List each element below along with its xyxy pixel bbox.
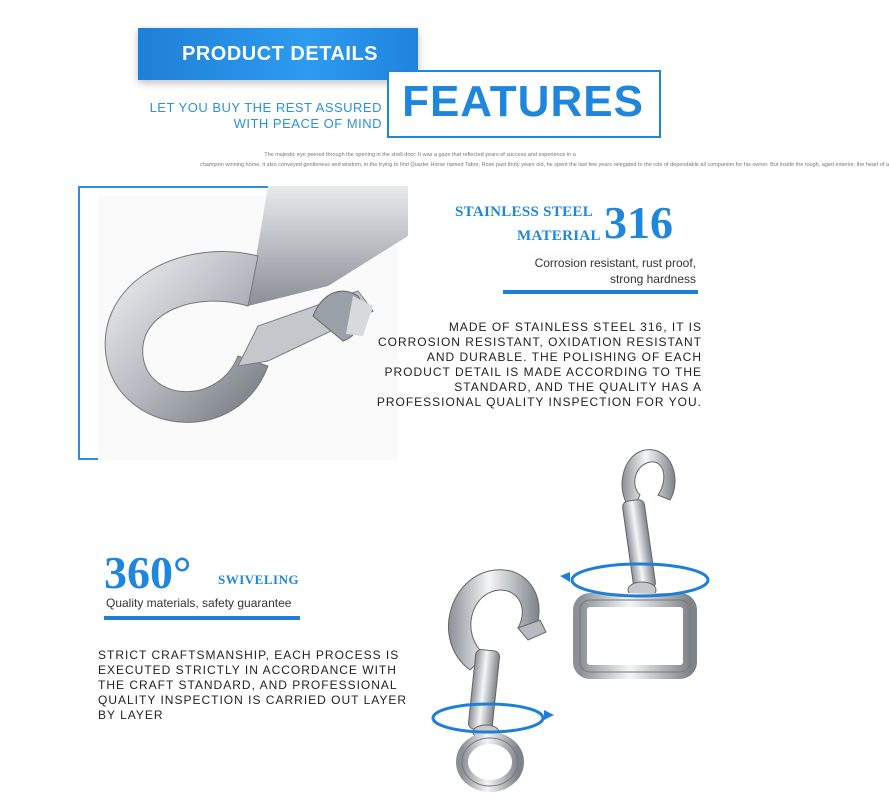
fine-print-line-1: The majestic eye peered through the opening in the shell door. It was a gaze that reflected years of success and experience in a xyxy=(264,152,576,158)
swivel-subtitle: Quality materials, safety guarantee xyxy=(106,596,292,610)
swivel-hooks-image xyxy=(420,440,740,790)
round-swivel-hook xyxy=(433,570,554,786)
stainless-paragraph: MADE OF STAINLESS STEEL 316, IT IS CORROSION RESISTANT, OXIDATION RESISTANT AND DURABLE. THE POLISHING OF EACH PRODUCT DETAIL IS MADE ACCORDING TO THE STANDARD, AND THE QUALITY HAS A PROFESSIONAL QUALITY INSPECTION FOR YOU. xyxy=(376,320,702,409)
tagline-line-2: WITH PEACE OF MIND xyxy=(233,116,382,131)
stainless-label-line-2: MATERIAL xyxy=(517,228,601,244)
swivel-label: SWIVELING xyxy=(218,572,300,587)
stainless-number: 316 xyxy=(604,197,673,248)
craftsmanship-paragraph: STRICT CRAFTSMANSHIP, EACH PROCESS IS EXECUTED STRICTLY IN ACCORDANCE WITH THE CRAFT STANDARD, AND PROFESSIONAL QUALITY INSPECTION IS CARRIED OUT LAYER BY LAYER xyxy=(98,648,408,722)
swivel-divider xyxy=(104,616,300,620)
tagline-line-1: LET YOU BUY THE REST ASSURED xyxy=(149,100,382,115)
features-title: FEATURES xyxy=(402,77,644,126)
rectangular-swivel-hook xyxy=(560,450,708,672)
swivel-degrees: 360° xyxy=(104,547,192,598)
closeup-hook-image xyxy=(98,196,398,460)
fine-print-line-2: champion winning horse, it also conveyed gentleness and wisdom, in the trying to find Quarter Horse named Tabor, Rose past thirty years old, he spent the last few years relegated to the role of dependable all companion for his owner. But inside the tough, aged exterior, the heart of a xyxy=(200,162,889,168)
stainless-subtitle-line-1: Corrosion resistant, rust proof, xyxy=(534,256,696,270)
stainless-divider xyxy=(503,290,698,294)
stainless-subtitle-line-2: strong hardness xyxy=(609,272,696,286)
banner-title: PRODUCT DETAILS xyxy=(181,43,378,65)
stainless-label-line-1: STAINLESS STEEL xyxy=(455,204,594,220)
